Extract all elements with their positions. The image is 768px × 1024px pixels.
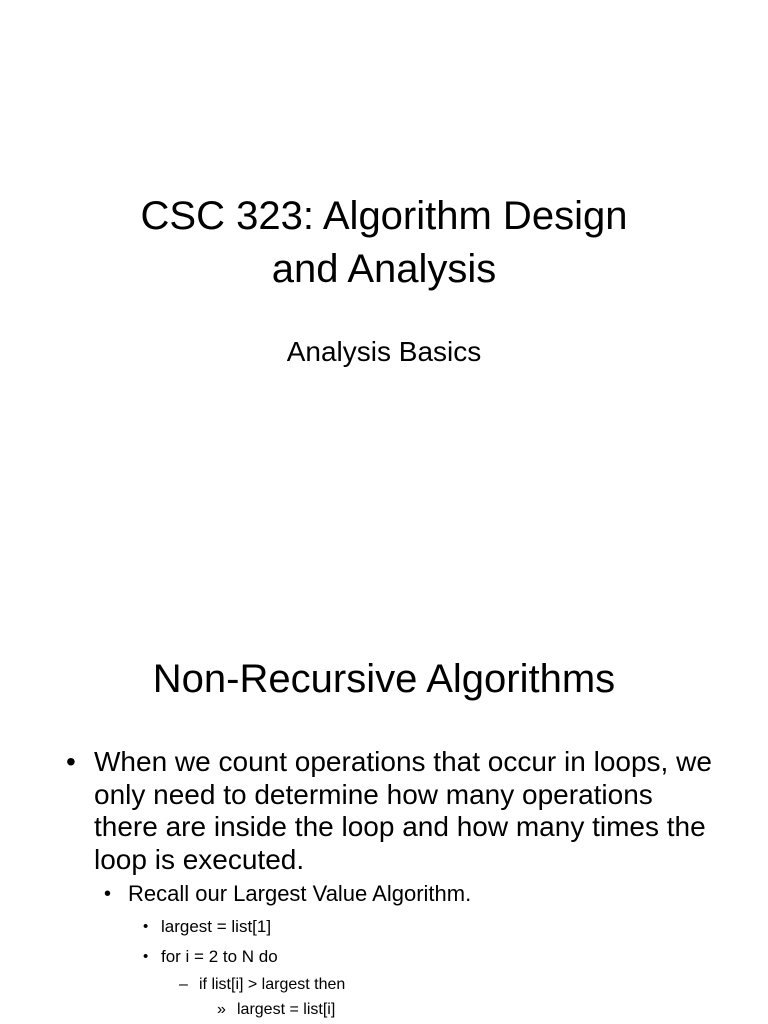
main-title-line-1: CSC 323: Algorithm Design (140, 194, 628, 238)
bullet-marker: – (179, 976, 188, 993)
bullet-marker: • (66, 746, 76, 777)
bullet-marker: • (143, 948, 149, 965)
bullet-marker: » (217, 1001, 226, 1018)
main-title (0, 190, 768, 296)
main-title-line-2: and Analysis (271, 247, 497, 291)
bullet-text: largest = list[1] (161, 917, 272, 936)
bullet-level-3 (143, 916, 661, 938)
bullet-level-1 (66, 746, 714, 876)
bullet-marker: • (143, 918, 149, 935)
bullet-level-5 (217, 1000, 737, 1020)
bullet-text: for i = 2 to N do (161, 947, 278, 966)
bullet-level-4 (179, 975, 699, 995)
subtitle: Analysis Basics (286, 336, 482, 367)
bullet-text: largest = list[i] (237, 1001, 336, 1018)
bullet-text: Recall our Largest Value Algorithm. (128, 881, 472, 906)
slide-title: Non-Recursive Algorithms (152, 657, 616, 701)
bullet-level-3 (143, 946, 661, 968)
bullet-text: When we count operations that occur in loops, we only need to determine how many operations there are inside the loop and how many times the loop is executed. (94, 746, 712, 875)
bullet-marker: • (104, 883, 112, 905)
bullet-text: if list[i] > largest then (199, 976, 346, 993)
bullet-level-2 (104, 881, 688, 907)
content-slide (0, 576, 768, 1024)
